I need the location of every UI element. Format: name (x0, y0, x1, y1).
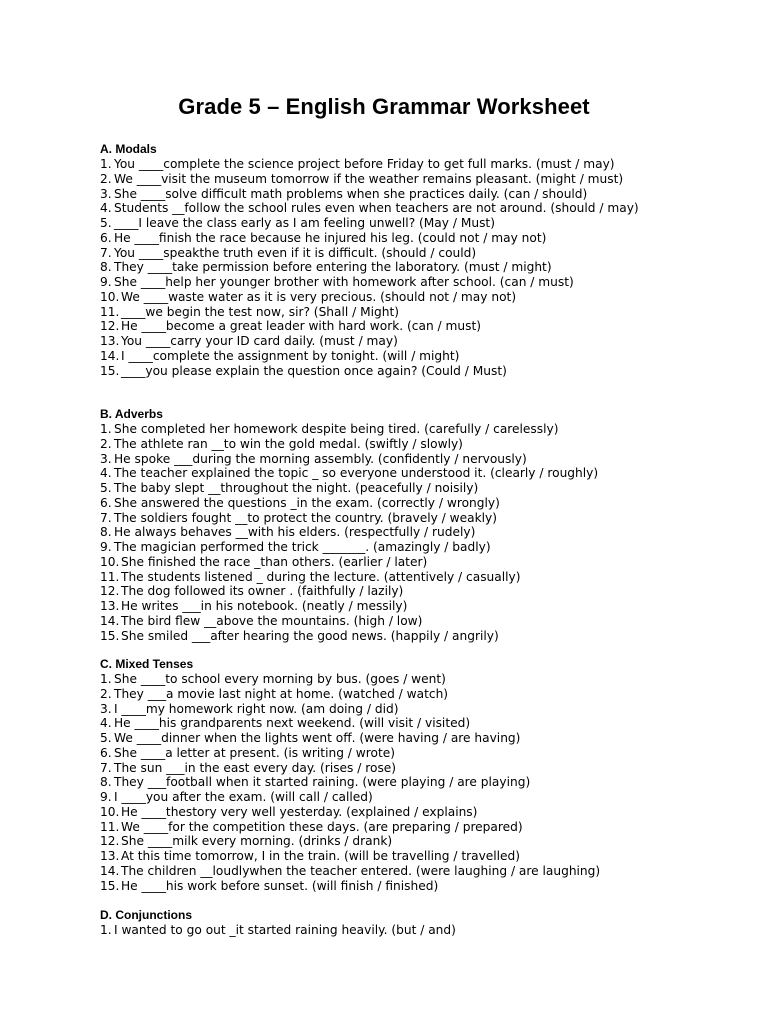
question-item (100, 422, 750, 437)
question-text: We ____waste water as it is very precious. (should not / may not) (121, 289, 517, 304)
question-text: He ____finish the race because he injured his leg. (could not / may not) (114, 230, 547, 245)
question-text: ____I leave the class early as I am feeling unwell? (May / Must) (114, 216, 495, 230)
question-number: 1. (100, 422, 112, 436)
question-text: The teacher explained the topic _ so everyone understood it. (clearly / roughly) (114, 466, 599, 481)
section-conjunctions (100, 908, 750, 938)
question-text: The athlete ran __to win the gold medal. (swiftly / slowly) (114, 436, 463, 451)
question-text: The magician performed the trick _______. (amazingly / badly) (114, 540, 491, 554)
question-item (100, 172, 750, 187)
section-heading: D. Conjunctions (100, 908, 192, 922)
question-item (100, 496, 750, 511)
question-text: I wanted to go out _it started raining heavily. (but / and) (114, 923, 456, 937)
question-item (100, 511, 750, 526)
question-number: 2. (100, 171, 112, 186)
question-text: She answered the questions _in the exam. (correctly / wrongly) (114, 495, 500, 510)
question-item (100, 466, 750, 481)
question-item (100, 761, 750, 776)
question-text: We ____dinner when the lights went off. (were having / are having) (114, 731, 521, 745)
question-item (100, 864, 750, 879)
question-item (100, 746, 750, 761)
question-text: The bird flew __above the mountains. (high / low) (121, 613, 423, 628)
question-item (100, 790, 750, 805)
question-number: 8. (100, 525, 112, 540)
question-list (100, 923, 750, 938)
question-item (100, 555, 750, 570)
question-item (100, 275, 750, 290)
question-text: The soldiers fought __to protect the country. (bravely / weakly) (114, 510, 498, 525)
question-item (100, 716, 750, 731)
question-list (100, 672, 750, 893)
question-text: I ____you after the exam. (will call / called) (114, 790, 373, 804)
question-text: He writes ___in his notebook. (neatly / messily) (121, 599, 408, 613)
question-text: They ____take permission before entering the laboratory. (must / might) (114, 260, 552, 275)
question-number: 2. (100, 686, 112, 701)
question-item (100, 629, 750, 644)
question-item (100, 290, 750, 305)
question-item (100, 775, 750, 790)
question-list (100, 422, 750, 643)
question-number: 10. (100, 804, 120, 819)
section-heading: C. Mixed Tenses (100, 657, 194, 671)
question-number: 12. (100, 319, 120, 334)
question-item (100, 584, 750, 599)
question-item (100, 437, 750, 452)
question-text: We ____for the competition these days. (are preparing / prepared) (121, 819, 523, 834)
question-number: 5. (100, 481, 112, 495)
question-number: 3. (100, 451, 112, 466)
question-number: 14. (100, 613, 120, 628)
question-item (100, 849, 750, 864)
question-item (100, 687, 750, 702)
question-item (100, 334, 750, 349)
question-text: He ____thestory very well yesterday. (explained / explains) (121, 804, 478, 819)
question-number: 1. (100, 672, 112, 686)
question-number: 11. (100, 569, 120, 584)
question-number: 4. (100, 716, 112, 731)
question-number: 10. (100, 554, 120, 569)
question-item (100, 157, 750, 172)
question-text: He spoke ___during the morning assembly. (confidently / nervously) (114, 451, 527, 466)
question-number: 8. (100, 260, 112, 275)
question-number: 6. (100, 495, 112, 510)
question-item (100, 820, 750, 835)
question-number: 14. (100, 863, 120, 878)
question-item (100, 614, 750, 629)
question-text: The children __loudlywhen the teacher entered. (were laughing / are laughing) (121, 863, 601, 878)
question-number: 12. (100, 584, 120, 599)
question-text: She finished the race _than others. (earlier / later) (121, 554, 428, 569)
question-text: She ____solve difficult math problems when she practices daily. (can / should) (114, 186, 588, 201)
question-item (100, 349, 750, 364)
question-item (100, 216, 750, 231)
question-text: She ____milk every morning. (drinks / drank) (121, 834, 393, 849)
question-text: ____we begin the test now, sir? (Shall / Might) (121, 304, 400, 319)
question-item (100, 702, 750, 717)
question-item (100, 231, 750, 246)
question-text: The baby slept __throughout the night. (peacefully / noisily) (114, 481, 479, 495)
question-item (100, 260, 750, 275)
question-number: 8. (100, 775, 112, 790)
section-heading: A. Modals (100, 142, 157, 156)
question-number: 5. (100, 731, 112, 745)
question-text: I ____my homework right now. (am doing / did) (114, 701, 399, 716)
question-number: 4. (100, 466, 112, 481)
question-number: 12. (100, 834, 120, 849)
question-item (100, 834, 750, 849)
question-number: 14. (100, 348, 120, 363)
question-text: Students __follow the school rules even when teachers are not around. (should / may) (114, 201, 639, 216)
question-number: 9. (100, 540, 112, 554)
section-mixed-tenses (100, 657, 750, 893)
question-number: 7. (100, 245, 112, 260)
question-text: She completed her homework despite being tired. (carefully / carelessly) (114, 422, 559, 436)
question-text: She ____a letter at present. (is writing / wrote) (114, 745, 395, 760)
question-item (100, 923, 750, 938)
question-item (100, 319, 750, 334)
question-text: We ____visit the museum tomorrow if the weather remains pleasant. (might / must) (114, 171, 624, 186)
question-item (100, 364, 750, 379)
section-modals (100, 142, 750, 378)
question-text: She ____to school every morning by bus. (goes / went) (114, 672, 446, 686)
question-item (100, 452, 750, 467)
question-item (100, 570, 750, 585)
question-item (100, 187, 750, 202)
question-text: He always behaves __with his elders. (respectfully / rudely) (114, 525, 476, 540)
question-list (100, 157, 750, 378)
question-text: They ___football when it started raining. (were playing / are playing) (114, 775, 531, 790)
section-heading: B. Adverbs (100, 407, 163, 421)
question-number: 5. (100, 216, 112, 230)
question-item (100, 246, 750, 261)
question-number: 6. (100, 230, 112, 245)
question-number: 6. (100, 745, 112, 760)
question-number: 11. (100, 819, 120, 834)
question-item (100, 540, 750, 555)
question-item (100, 672, 750, 687)
question-text: He ____his work before sunset. (will finish / finished) (121, 878, 439, 893)
question-text: You ____speakthe truth even if it is difficult. (should / could) (114, 245, 477, 260)
question-text: You ____carry your ID card daily. (must / may) (121, 334, 398, 348)
section-adverbs (100, 407, 750, 643)
question-number: 15. (100, 878, 120, 893)
question-number: 3. (100, 701, 112, 716)
question-number: 15. (100, 628, 120, 643)
page-title: Grade 5 – English Grammar Worksheet (178, 94, 590, 119)
question-number: 11. (100, 304, 120, 319)
question-item (100, 879, 750, 894)
question-number: 3. (100, 186, 112, 201)
question-number: 1. (100, 157, 112, 171)
question-text: He ____become a great leader with hard work. (can / must) (121, 319, 482, 334)
question-number: 9. (100, 790, 112, 804)
question-text: He ____his grandparents next weekend. (will visit / visited) (114, 716, 471, 731)
question-item (100, 731, 750, 746)
question-item (100, 805, 750, 820)
question-number: 13. (100, 849, 120, 863)
question-text: They ___a movie last night at home. (watched / watch) (114, 686, 449, 701)
question-text: ____you please explain the question once again? (Could / Must) (121, 363, 507, 378)
question-number: 4. (100, 201, 112, 216)
question-text: She smiled ___after hearing the good news. (happily / angrily) (121, 628, 499, 643)
question-item (100, 305, 750, 320)
question-number: 13. (100, 334, 120, 348)
question-number: 13. (100, 599, 120, 613)
question-number: 2. (100, 436, 112, 451)
question-number: 1. (100, 923, 112, 937)
question-item (100, 201, 750, 216)
question-number: 7. (100, 510, 112, 525)
question-number: 15. (100, 363, 120, 378)
question-text: She ____help her younger brother with homework after school. (can / must) (114, 275, 574, 289)
question-text: The sun ___in the east every day. (rises / rose) (114, 760, 397, 775)
question-number: 7. (100, 760, 112, 775)
question-item (100, 599, 750, 614)
question-item (100, 481, 750, 496)
question-text: The dog followed its owner . (faithfully / lazily) (121, 584, 404, 599)
question-text: The students listened _ during the lecture. (attentively / casually) (121, 569, 521, 584)
question-text: At this time tomorrow, I in the train. (will be travelling / travelled) (121, 849, 521, 863)
question-number: 9. (100, 275, 112, 289)
question-item (100, 525, 750, 540)
question-text: You ____complete the science project before Friday to get full marks. (must / may) (114, 157, 615, 171)
question-number: 10. (100, 289, 120, 304)
question-text: I ____complete the assignment by tonight. (will / might) (121, 348, 460, 363)
